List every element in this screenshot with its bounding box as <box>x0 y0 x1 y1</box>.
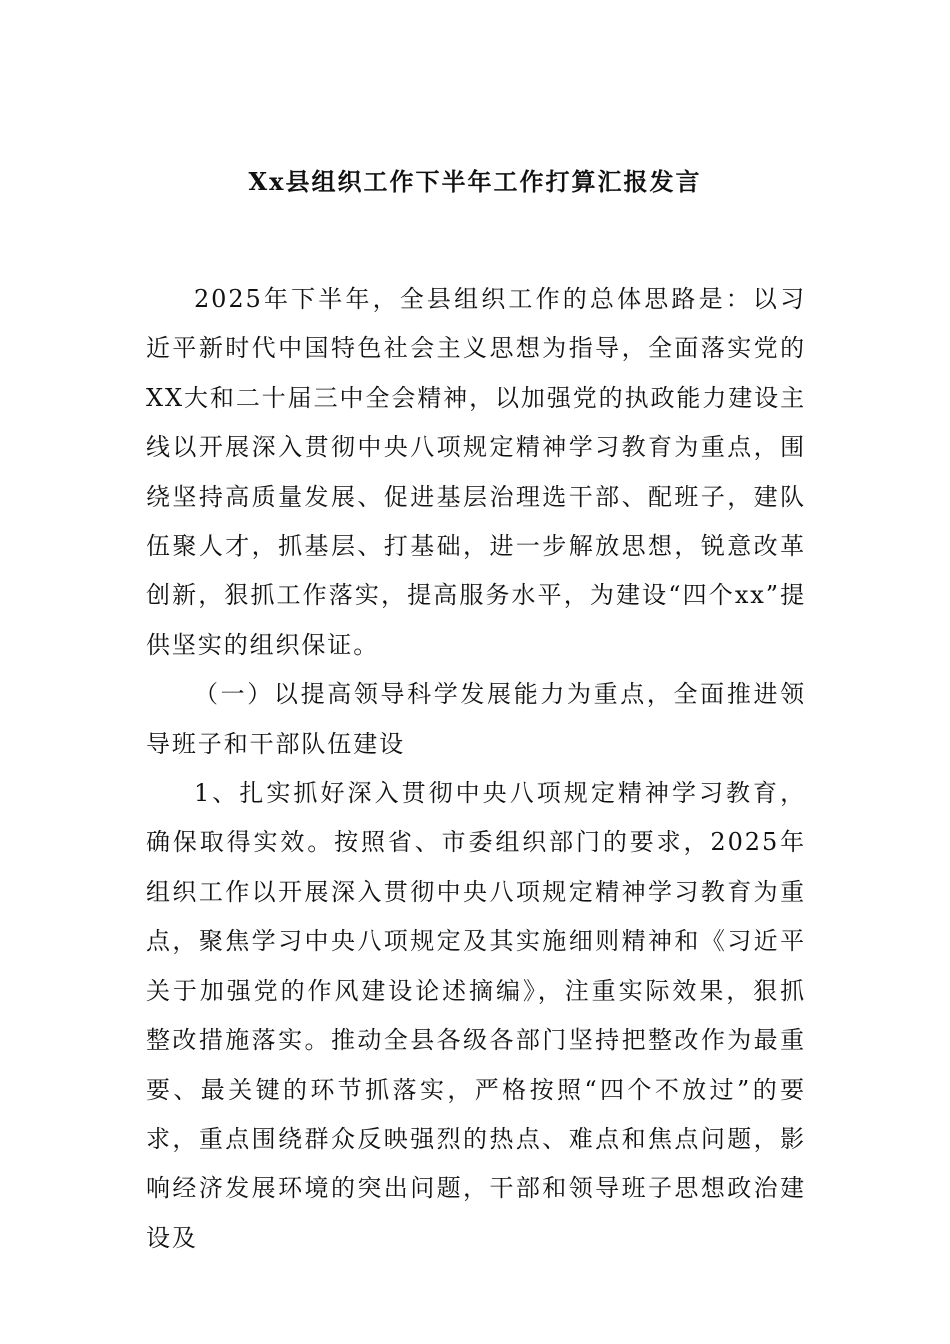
paragraph-overall-approach: 2025年下半年，全县组织工作的总体思路是：以习近平新时代中国特色社会主义思想为指导，全面落实党的XX大和二十届三中全会精神，以加强党的执政能力建设主线以开展深入贯彻中央八项规定精神学习教育为重点，围绕坚持高质量发展、促进基层治理选干部、配班子，建队伍聚人才，抓基层、打基础，进一步解放思想，锐意改革创新，狠抓工作落实，提高服务水平，为建设“四个xx”提供坚实的组织保证。 <box>146 285 806 659</box>
document-title: Xx县组织工作下半年工作打算汇报发言 <box>248 167 702 196</box>
paragraph-section-heading-1: （一）以提高领导科学发展能力为重点，全面推进领导班子和干部队伍建设 <box>146 680 806 758</box>
document-body <box>146 275 806 1263</box>
paragraph-item-1: 1、扎实抓好深入贯彻中央八项规定精神学习教育，确保取得实效。按照省、市委组织部门的要求，2025年组织工作以开展深入贯彻中央八项规定精神学习教育为重点，聚焦学习中央八项规定及其实施细则精神和《习近平关于加强党的作风建设论述摘编》，注重实际效果，狠抓整改措施落实。推动全县各级各部门坚持把整改作为最重要、最关键的环节抓落实，严格按照“四个不放过”的要求，重点围绕群众反映强烈的热点、难点和焦点问题，影响经济发展环境的突出问题，干部和领导班子思想政治建设及 <box>146 779 806 1252</box>
